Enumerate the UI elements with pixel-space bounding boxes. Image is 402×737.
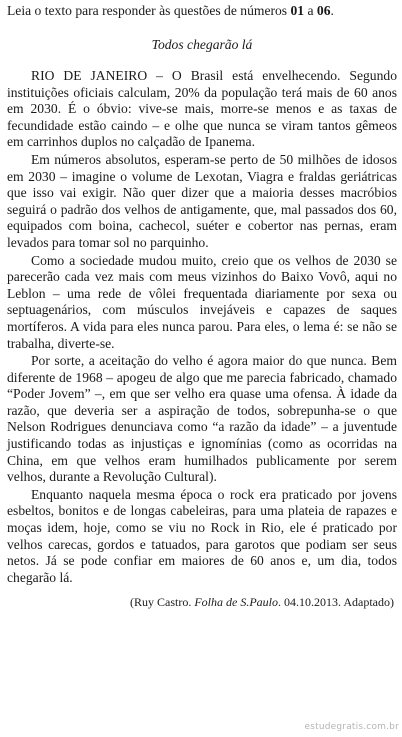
question-end-number: 06 <box>316 3 331 18</box>
instruction-line <box>7 2 397 20</box>
article-paragraph-2: Em números absolutos, esperam-se perto de 50 milhões de idosos em 2030 – imagine o volume de Lexotan, Viagra e fraldas geriátricas que isso vai exigir. Não quer dizer que a maioria desses macróbios seguirá o padrão dos velhos de antigamente, que, mal passados dos 60, equipados com boina, cachecol, suéter e cobertor nas pernas, eram levados para tomar sol no parquinho. <box>7 151 397 250</box>
article-source <box>7 594 397 610</box>
source-date: . 04.10.2013. Adaptado) <box>278 595 394 610</box>
instruction-prefix: Leia o texto para responder às questões de números <box>7 3 291 18</box>
document-page <box>7 2 397 610</box>
article-paragraph-3: Como a sociedade mudou muito, creio que os velhos de 2030 se parecerão cada vez mais com meus vizinhos do Baixo Vovô, aqui no Leblon – uma rede de vôlei frequentada diariamente por sexa ou septuagenários, com músculos invejáveis e capazes de saques mortíferos. A vida para eles nunca parou. Para eles, o lema é: se não se trabalha, diverte-se. <box>7 252 397 351</box>
question-start-number: 01 <box>290 3 305 18</box>
article-title: Todos chegarão lá <box>151 37 253 52</box>
instruction-connector: a <box>304 3 317 18</box>
article-paragraph-4: Por sorte, a aceitação do velho é agora maior do que nunca. Bem diferente de 1968 – apogeu de algo que me parecia fabricado, chamado “Poder Jovem” –, em que ser velho era quase uma ofensa. À idade da razão, que deveria ser a aspiração de todos, sobrepunha-se o que Nelson Rodrigues denunciava como “a razão da idade” – a juventude justificando todas as injustiças e ignomínias (como as ocorridas na China, em que velhos eram humilhados publicamente por serem velhos, durante a Revolução Cultural). <box>7 353 397 485</box>
source-publication: Folha de S.Paulo <box>194 595 278 610</box>
source-author: (Ruy Castro. <box>130 595 195 610</box>
article-paragraph-5: Enquanto naquela mesma época o rock era praticado por jovens esbeltos, bonitos e de longas cabeleiras, para uma plateia de rapazes e moças idem, hoje, como se viu no Rock in Rio, ele é praticado por velhos carecas, gordos e tatuados, para garotos que podiam ser seus netos. Já se pode confiar em maiores de 60 anos e, um dia, todos chegarão lá. <box>7 486 397 585</box>
article-paragraph-1: RIO DE JANEIRO – O Brasil está envelhecendo. Segundo instituições oficiais calculam, 20% da população terá mais de 60 anos em 2030. É o óbvio: vive-se mais, morre-se menos e as taxas de fecundidade estão caindo – e olhe que nunca se viram tantos gêmeos em carrinhos duplos no calçadão de Ipanema. <box>7 68 397 150</box>
instruction-suffix: . <box>330 3 334 18</box>
site-watermark: estudegratis.com.br <box>304 722 399 732</box>
